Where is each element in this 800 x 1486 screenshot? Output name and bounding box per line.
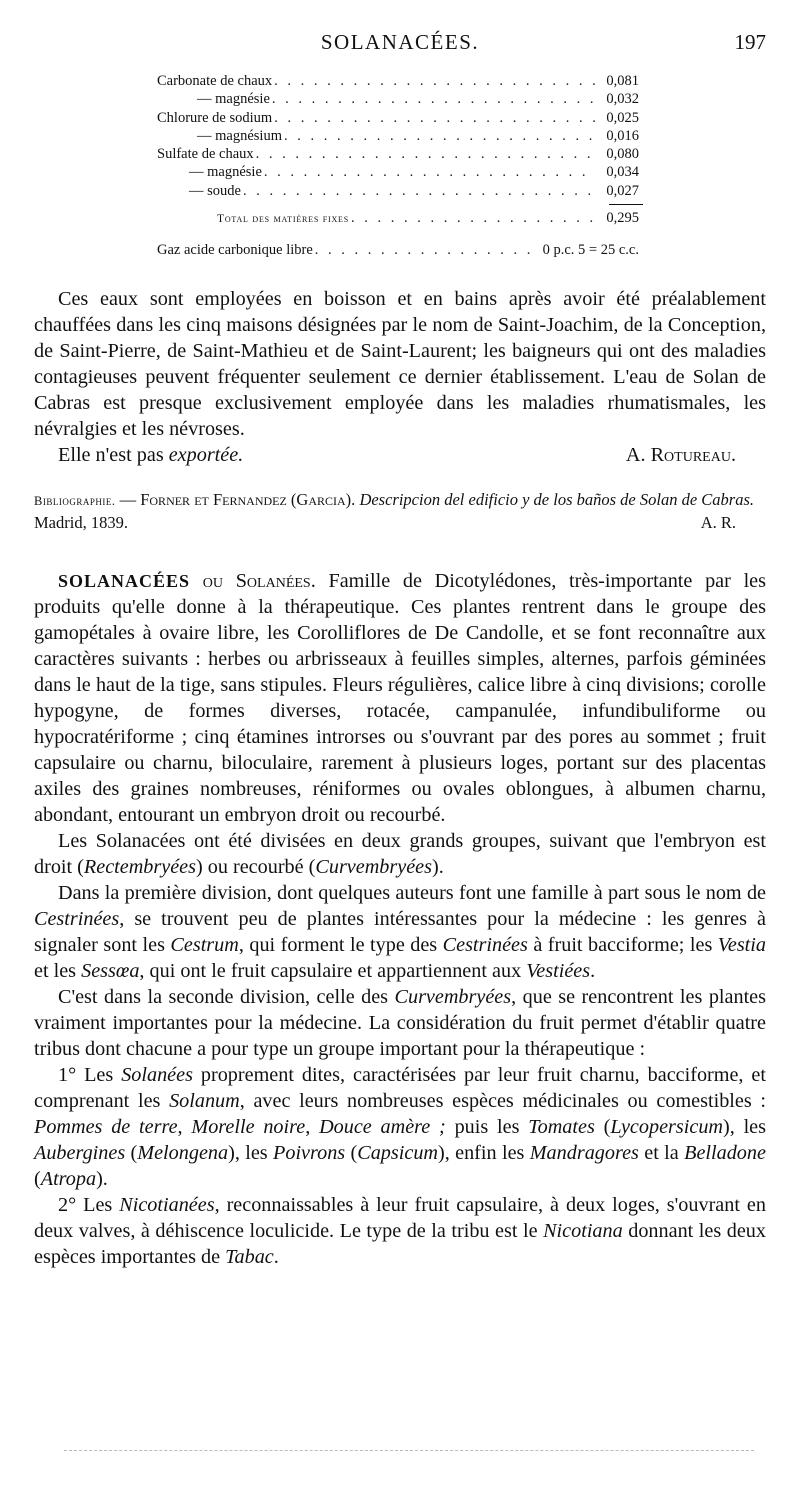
emphasis: Pommes de terre — [34, 1115, 178, 1138]
analysis-value: 0,080 — [606, 146, 639, 163]
bibliography-authors: — Forner et Fernandez (Garcia). — [115, 489, 360, 509]
section-solanacees — [34, 568, 766, 1270]
bibliography-title: Descripcion del edificio y de los baños de Solan de Cabras. — [359, 489, 755, 509]
emphasis: Capsicum — [357, 1141, 438, 1164]
gas-label: Gaz acide carbonique libre — [157, 242, 313, 259]
text-run: , — [305, 1115, 320, 1138]
analysis-value: 0,027 — [606, 182, 639, 199]
text-run: ), enfin les — [438, 1141, 530, 1164]
paragraph: Ces eaux sont employées en boisson et en bains après avoir été préalablement chauffées dans les cinq maisons désignées par le nom de Saint-Joachim, de la Conception, de Saint-Pierre, de Saint-Mathieu et de Saint-Laurent; les baigneurs qui ont des maladies contagieuses peuvent fréquenter seulement ce dernier établissement. L'eau de Solan de Cabras est presque exclusivement employée dans les maladies rhumatismales, les névralgies et les névroses. — [34, 287, 766, 440]
text-run: puis les — [445, 1115, 529, 1138]
paragraph — [34, 828, 766, 880]
text-run: ) ou recourbé ( — [196, 855, 316, 878]
emphasis: exportée. — [168, 443, 244, 466]
emphasis: Poivrons — [273, 1141, 346, 1164]
text-run: , que se rencontrent les plantes vraiment importantes pour la médecine. La considération du fruit permet d'établir quatre tribus dont chacune a pour type un groupe important pour la thérapeutique : — [34, 985, 766, 1060]
analysis-label: Chlorure de sodium — [157, 109, 273, 126]
text-run: . — [590, 959, 596, 982]
emphasis: Nicotiana — [543, 1219, 623, 1242]
emphasis: Vestia — [717, 933, 766, 956]
text-run: 2° Les — [58, 1193, 120, 1216]
section-solan-de-cabras — [34, 286, 766, 468]
text-run: , avec leurs nombreuses espèces médicinales ou comestibles : — [239, 1089, 766, 1112]
analysis-label: — magnésie — [197, 91, 270, 108]
text-run: ), les — [723, 1115, 766, 1138]
text-run: , se trouvent peu de plantes intéressantes pour la médecine : les genres à signaler sont les — [34, 907, 766, 956]
emphasis: Melongena — [137, 1141, 229, 1164]
text-run: ( — [594, 1115, 611, 1138]
text-run: ( — [345, 1141, 358, 1164]
bibliography-end — [34, 512, 766, 534]
dot-leader — [262, 163, 595, 181]
analysis-value: 0,081 — [606, 73, 639, 89]
text-run: Les Solanacées ont été divisées en deux grands groupes, suivant que l'embryon est droit ( — [34, 829, 766, 878]
analysis-row — [157, 127, 639, 145]
text-run: C'est dans la seconde division, celle des — [58, 985, 395, 1008]
export-note — [34, 442, 243, 468]
dot-leader — [270, 90, 595, 108]
analysis-value: 0,034 — [606, 164, 639, 181]
analysis-row — [157, 72, 639, 90]
running-header — [34, 30, 766, 56]
page-number: 197 — [734, 30, 766, 54]
paragraph — [34, 568, 766, 828]
text-run: ). — [96, 1167, 108, 1190]
dot-leader — [349, 209, 595, 227]
document-page — [34, 30, 766, 1270]
emphasis: Vestiées — [526, 959, 591, 982]
emphasis: Belladone — [684, 1141, 766, 1164]
bibliography — [34, 489, 766, 534]
analysis-label: — soude — [189, 182, 241, 199]
bottom-rule — [64, 1450, 754, 1451]
paragraph — [34, 984, 766, 1062]
paragraph — [34, 880, 766, 984]
text-run: , qui ont le fruit capsulaire et appartiennent aux — [139, 959, 527, 982]
analysis-row — [157, 182, 639, 200]
text-run: Elle n'est pas — [58, 443, 169, 466]
running-title: SOLANACÉES. — [320, 30, 480, 54]
bibliography-place: Madrid, 1839. — [34, 512, 128, 532]
analysis-label: Sulfate de chaux — [157, 146, 254, 163]
dot-leader — [254, 145, 595, 163]
dot-leader — [282, 127, 595, 145]
emphasis: Aubergines — [34, 1141, 126, 1164]
text-run: 1° Les — [58, 1063, 122, 1086]
section-heading: SOLANACÉES — [58, 570, 191, 591]
analysis-value: 0,032 — [606, 91, 639, 108]
emphasis: Curvembryées — [315, 855, 432, 878]
analysis-label: — magnésie — [189, 164, 262, 181]
analysis-total-row — [157, 209, 639, 227]
emphasis: Cestrinées — [442, 933, 528, 956]
total-label: Total des matières fixes — [217, 213, 349, 226]
emphasis: Mandragores — [529, 1141, 639, 1164]
analysis-row — [157, 145, 639, 163]
dot-leader — [313, 241, 537, 259]
bibliography-lead: Bibliographie. — [34, 493, 116, 508]
author-signature: A. Rotureau. — [625, 443, 736, 466]
emphasis: Cestrinées — [34, 907, 120, 930]
text-run: . — [273, 1245, 279, 1268]
text-run: et la — [638, 1141, 685, 1164]
emphasis: Solanées — [121, 1063, 193, 1086]
export-line — [34, 442, 766, 468]
emphasis: Nicotianées — [119, 1193, 215, 1216]
text-run: , reconnaissables à leur fruit capsulaire, à deux loges, s'ouvrant en deux valves, à déhiscence loculicide. Le type de la tribu est le — [34, 1193, 766, 1242]
total-value: 0,295 — [606, 210, 639, 227]
paragraph — [34, 1062, 766, 1192]
text-run: à fruit bacciforme; les — [527, 933, 718, 956]
emphasis: Rectembryées — [83, 855, 196, 878]
analysis-row — [157, 163, 639, 181]
gas-value: 0 p.c. 5 = 25 c.c. — [542, 242, 639, 259]
text-run: , qui forment le type des — [238, 933, 443, 956]
emphasis: Cestrum — [170, 933, 239, 956]
text-run: Dans la première division, dont quelques auteurs font une famille à part sous le nom de — [58, 881, 766, 904]
text-run: ), les — [228, 1141, 274, 1164]
text-run: proprement dites, caractérisées par leur fruit charnu, bacciforme, et comprenant les — [34, 1063, 766, 1112]
dot-leader — [272, 72, 595, 90]
text-run: ( — [125, 1141, 138, 1164]
text-run: , — [177, 1115, 192, 1138]
emphasis: Solanum — [169, 1089, 240, 1112]
text-run: ( — [34, 1167, 41, 1190]
analysis-row — [157, 109, 639, 127]
bibliography-signature: A. R. — [700, 512, 736, 532]
total-rule — [609, 204, 643, 205]
emphasis: Douce amère ; — [319, 1115, 446, 1138]
dot-leader — [272, 109, 595, 127]
text-run: Famille de Dicotylédones, très-importante par les produits qu'elle donne à la thérapeutique. Ces plantes rentrent dans le groupe des gamopétales à ovaire libre, les Corolliflores de De Candolle, et se font reconnaître aux caractères suivants : herbes ou arbrisseaux à feuilles simples, alternes, parfois géminées dans le haut de la tige, sans stipules. Fleurs régulières, calice libre à cinq divisions; corolle hypogyne, de formes diverses, rotacée, campanulée, infundibuliforme ou hypocratériforme ; cinq étamines introrses ou s'ouvrant par des pores au sommet ; fruit capsulaire ou charnu, biloculaire, rarement à plusieurs loges, portant sur des placentas axiles des graines nombreuses, réniformes ou ovales oblongues, à albumen charnu, abondant, entourant un embryon droit ou recourbé. — [34, 569, 766, 826]
emphasis: Tomates — [528, 1115, 595, 1138]
analysis-row — [157, 90, 639, 108]
emphasis: Atropa — [40, 1167, 97, 1190]
text-run: et les — [34, 959, 82, 982]
section-heading-alt: ou Solanées. — [202, 569, 316, 592]
emphasis: Morelle noire — [191, 1115, 306, 1138]
text-run: ). — [432, 855, 444, 878]
analysis-label: — magnésium — [197, 127, 282, 144]
gas-row — [157, 241, 639, 259]
text-run: donnant les deux espèces importantes de — [34, 1219, 766, 1268]
emphasis: Sessœa — [81, 959, 140, 982]
analysis-value: 0,016 — [606, 127, 639, 144]
emphasis: Curvembryées — [394, 985, 512, 1008]
emphasis: Tabac — [225, 1245, 274, 1268]
paragraph — [34, 1192, 766, 1270]
dot-leader — [241, 182, 595, 200]
mineral-analysis-table — [157, 72, 639, 260]
analysis-label: Carbonate de chaux — [157, 73, 273, 89]
emphasis: Lycopersicum — [610, 1115, 723, 1138]
analysis-value: 0,025 — [606, 109, 639, 126]
